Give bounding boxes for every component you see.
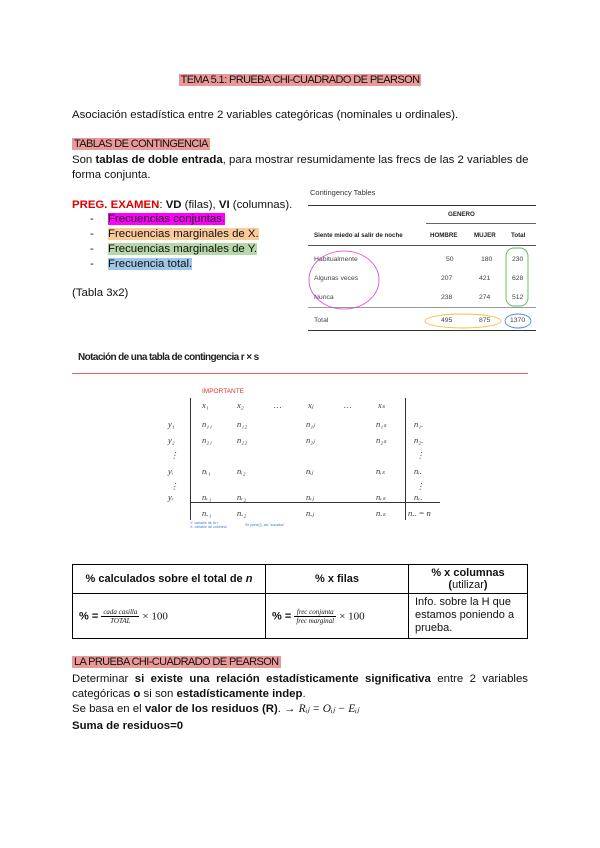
col-total: n.ⱼ xyxy=(306,508,314,518)
row-label: Nunca xyxy=(314,294,334,301)
header-columnas xyxy=(409,565,528,594)
chi-l2-a: categóricas xyxy=(72,688,134,700)
col-total: n.ₛ xyxy=(376,508,386,518)
dash: - xyxy=(90,258,94,270)
row-head: y₁ xyxy=(168,419,175,429)
percent-table-row xyxy=(73,594,528,639)
cell: 274 xyxy=(479,294,491,301)
cell: 207 xyxy=(441,275,453,282)
row-head: ⋮ xyxy=(170,481,179,491)
contingency-table xyxy=(308,184,536,334)
chi-l3-a: Se basa en el xyxy=(72,703,145,715)
tablas-text-b: tablas de doble entrada xyxy=(95,154,223,166)
col-head: … xyxy=(274,400,282,410)
preg-vd: VD xyxy=(165,199,182,211)
annotation-overlay xyxy=(308,184,536,334)
fraction-den: TOTAL xyxy=(110,616,131,625)
header-filas xyxy=(266,565,409,594)
fraction-num: cada casilla xyxy=(103,607,138,616)
matrix-cell: nᵢ₁ xyxy=(202,466,211,476)
chi-l2-e: . xyxy=(302,688,306,700)
row-total: ⋮ xyxy=(416,481,425,491)
chi-l3-b: valor de los residuos (R) xyxy=(144,703,278,715)
chi-l1-c: entre 2 variables xyxy=(430,673,528,685)
fraction xyxy=(101,608,139,625)
row-total: nᵣ. xyxy=(414,492,423,502)
chi-l2-b: o xyxy=(133,688,141,700)
tablas-text-d: forma conjunta. xyxy=(72,169,151,181)
list-item xyxy=(90,227,259,242)
row-total: ⋮ xyxy=(416,450,425,460)
pct-sign: % = xyxy=(272,609,292,622)
notation-matrix xyxy=(160,388,450,528)
intro-text: Asociación estadística entre 2 variables categóricas (nominales u ordinales). xyxy=(72,109,459,121)
matrix-cell: n₁₂ xyxy=(237,419,248,429)
cell: 1370 xyxy=(510,317,526,324)
col-head: x₂ xyxy=(237,400,244,410)
frequency-list xyxy=(90,212,259,272)
cell: 421 xyxy=(479,275,491,282)
chi-l1-b: si existe una relación estadísticamente significativa xyxy=(134,673,431,685)
note-se-pone: Se pone(i), así "sumaba" xyxy=(245,523,285,527)
header-n: n xyxy=(245,573,253,585)
matrix-cell: n₂ₛ xyxy=(376,435,387,445)
chi-line-3 xyxy=(72,702,359,717)
dash: - xyxy=(90,213,94,225)
cell: 628 xyxy=(512,275,524,282)
cell: 495 xyxy=(441,317,453,324)
grand-total: n.. = n xyxy=(408,508,431,518)
header-columnas-text: % x columnas ( xyxy=(431,567,505,591)
col-total: n.₂ xyxy=(237,508,247,518)
times-100: × 100 xyxy=(142,609,168,622)
row-head: ⋮ xyxy=(170,450,179,460)
section-heading-chi xyxy=(72,656,281,668)
list-item xyxy=(90,212,259,227)
chi-l1-a: Determinar xyxy=(72,673,135,685)
tabla-note: (Tabla 3x2) xyxy=(72,287,129,299)
times-100: × 100 xyxy=(339,609,365,622)
annotation-green-box xyxy=(506,248,528,306)
red-rule xyxy=(72,373,528,374)
info-columnas: Info. sobre la H que estamos poniendo a prueba. xyxy=(409,594,528,639)
annotation-magenta-oval xyxy=(309,251,379,309)
row-head: yᵣ xyxy=(168,492,174,502)
col-header-total: Total xyxy=(511,232,526,239)
fraction-num: frec conjunta xyxy=(294,608,336,617)
matrix-cell: nᵢⱼ xyxy=(306,466,314,476)
preg-c: (filas), xyxy=(181,199,219,211)
note-x: X: variable de columna xyxy=(190,525,227,529)
preg-colon: : xyxy=(159,199,166,211)
cell: 50 xyxy=(446,256,454,263)
note-y: Y: variable de la f xyxy=(190,521,218,525)
header-close: ) xyxy=(483,579,488,591)
cell: 180 xyxy=(481,256,493,263)
matrix-cell: n₂₁ xyxy=(202,435,213,445)
header-total xyxy=(73,565,266,594)
matrix-cell: n₁₁ xyxy=(202,419,213,429)
chi-line-1 xyxy=(72,672,528,687)
matrix-cell: nᵢₛ xyxy=(376,466,385,476)
annotation-blue-oval xyxy=(505,314,531,328)
chi-l2-c: si son xyxy=(140,688,177,700)
row-total: n₁. xyxy=(414,419,424,429)
tablas-text-a: Son xyxy=(72,154,96,166)
tablas-heading: TABLAS DE CONTINGENCIA xyxy=(74,138,208,150)
item-marginales-x: Frecuencias marginales de X. xyxy=(108,228,259,240)
matrix-cell: n₁ₛ xyxy=(376,419,387,429)
dash: - xyxy=(90,228,94,240)
page-title-wrap xyxy=(0,74,600,86)
group-header: GENERO xyxy=(448,211,475,218)
row-head: yᵢ xyxy=(168,466,174,476)
col-head: xⱼ xyxy=(308,400,314,410)
matrix-cell: nᵣ₂ xyxy=(237,492,247,502)
item-total: Frecuencia total. xyxy=(108,258,193,270)
matrix-hline-bottom xyxy=(190,502,440,503)
col-head: … xyxy=(344,400,352,410)
col-header-mujer: MUJER xyxy=(474,232,496,239)
percent-table-header xyxy=(73,565,528,594)
contingency-title: Contingency Tables xyxy=(310,188,376,197)
col-total: n.₁ xyxy=(202,508,212,518)
pct-sign: % = xyxy=(79,609,99,622)
cell: 230 xyxy=(512,256,524,263)
cell: 875 xyxy=(479,317,491,324)
matrix-cell: n₁ⱼ xyxy=(306,419,315,429)
col-header-hombre: HOMBRE xyxy=(430,232,458,239)
dash: - xyxy=(90,243,94,255)
preg-vi: VI xyxy=(218,199,230,211)
preg-d: (columnas). xyxy=(229,199,293,211)
cell: 512 xyxy=(512,294,524,301)
item-marginales-y: Frecuencias marginales de Y. xyxy=(108,243,258,255)
header-total-text: % calculados sobre el total de xyxy=(85,573,246,585)
matrix-cell: nᵣ₁ xyxy=(202,492,212,502)
matrix-notes xyxy=(190,521,227,529)
row-label: Habitualmente xyxy=(314,256,358,263)
annotation-yellow-oval xyxy=(425,314,501,328)
header-utilizar: utilizar xyxy=(452,579,484,591)
chi-l3-c: . → xyxy=(277,703,299,715)
section-heading-tablas xyxy=(72,138,210,150)
chi-heading: LA PRUEBA CHI-CUADRADO DE PEARSON xyxy=(74,656,279,668)
row-total: nᵢ. xyxy=(414,466,422,476)
formula-total xyxy=(73,594,266,639)
residual-formula: Rᵢⱼ = Oᵢⱼ − Eᵢⱼ xyxy=(298,703,359,715)
fraction xyxy=(294,608,336,625)
formula-filas xyxy=(266,594,409,639)
matrix-cell: n₂ⱼ xyxy=(306,435,315,445)
row-head: y₂ xyxy=(168,435,175,445)
tablas-text-c: , para mostrar resumidamente las frecs de las 2 variables de xyxy=(222,154,529,166)
notation-heading: Notación de una tabla de contingencia r × s xyxy=(78,352,259,363)
tablas-paragraph xyxy=(72,153,532,183)
percent-table xyxy=(72,564,528,639)
matrix-cell: nᵣₛ xyxy=(376,492,386,502)
preg-examen-label: PREG. EXAMEN xyxy=(72,199,160,211)
list-item xyxy=(90,242,259,257)
header-filas-text: % x filas xyxy=(314,573,360,585)
page-title: TEMA 5.1: PRUEBA CHI-CUADRADO DE PEARSON xyxy=(180,74,420,86)
chi-l2-d: estadísticamente indep xyxy=(176,688,303,700)
matrix-cell: nᵣⱼ xyxy=(306,492,314,502)
cell: 238 xyxy=(441,294,453,301)
preg-examen-line xyxy=(72,198,292,213)
row-header: Siente miedo al salir de noche xyxy=(314,232,403,239)
row-total: n₂. xyxy=(414,435,424,445)
chi-line-4: Suma de residuos=0 xyxy=(72,720,184,732)
matrix-cell: n₂₂ xyxy=(237,435,248,445)
important-label: IMPORTANTE xyxy=(202,388,245,395)
fraction-den: frec marginal xyxy=(296,616,335,625)
row-label: Algunas veces xyxy=(314,275,359,282)
chi-line-2 xyxy=(72,687,306,702)
list-item xyxy=(90,257,259,272)
item-conjuntas: Frecuencias conjuntas. xyxy=(108,213,226,225)
row-label: Total xyxy=(314,317,329,324)
col-head: xₛ xyxy=(378,400,385,410)
matrix-cell: nᵢ₂ xyxy=(237,466,246,476)
col-head: x₁ xyxy=(202,400,209,410)
